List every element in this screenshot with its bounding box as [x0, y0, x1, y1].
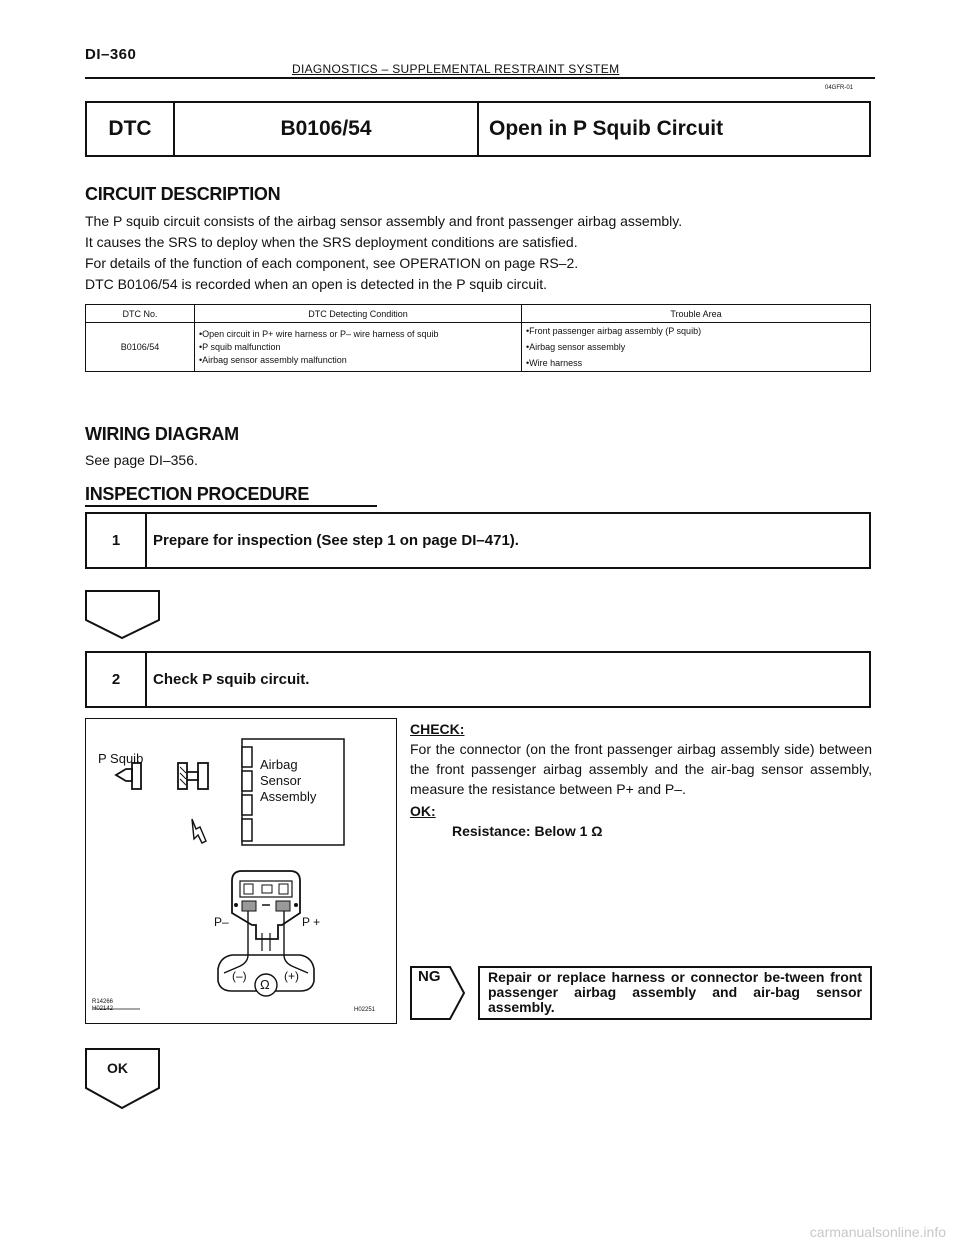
running-head: DIAGNOSTICS – SUPPLEMENTAL RESTRAINT SYSTEM	[292, 62, 620, 76]
page-number: DI–360	[85, 46, 137, 63]
ok-spec: Resistance: Below 1 Ω	[452, 823, 603, 839]
header-rule	[85, 77, 875, 79]
ng-label: NG	[418, 968, 441, 985]
table-header-cell: DTC No.	[86, 305, 195, 323]
step-number: 1	[87, 514, 147, 567]
condition-item: •P squib malfunction	[199, 341, 281, 352]
condition-item: •Open circuit in P+ wire harness or P– wire harness of squib	[199, 328, 439, 339]
table-cell-trouble-area	[522, 323, 871, 372]
circuit-description-body	[85, 211, 875, 295]
circuit-description-heading: CIRCUIT DESCRIPTION	[85, 184, 281, 204]
ohm-icon: Ω	[260, 977, 270, 992]
wiring-diagram-heading: WIRING DIAGRAM	[85, 424, 239, 444]
check-text: For the connector (on the front passenger airbag assembly side) between the front passenger airbag assembly and the air-bag sensor assembly, measure the resistance between P+ and P–.	[410, 741, 872, 797]
sensor-label-line: Assembly	[260, 789, 317, 804]
inspection-heading: INSPECTION PROCEDURE	[85, 484, 310, 504]
connector-illustration	[85, 718, 397, 1024]
dtc-code: B0106/54	[175, 103, 479, 155]
negative-terminal-label: (–)	[232, 969, 247, 983]
circuit-description-line: DTC B0106/54 is recorded when an open is detected in the P squib circuit.	[85, 276, 548, 292]
circuit-description-line: For details of the function of each component, see OPERATION on page RS–2.	[85, 255, 579, 271]
step-number: 2	[87, 653, 147, 706]
step-1-box	[85, 512, 871, 569]
trouble-area-item: •Airbag sensor assembly	[526, 342, 626, 352]
flow-arrow-icon	[85, 590, 161, 640]
circuit-description-line: It causes the SRS to deploy when the SRS deployment conditions are satisfied.	[85, 234, 578, 250]
watermark: carmanualsonline.info	[809, 1224, 946, 1240]
condition-item: •Airbag sensor assembly malfunction	[199, 354, 347, 365]
figure-code-right: H02251	[354, 1007, 376, 1013]
doc-code: 04GFR-01	[825, 85, 854, 91]
dtc-label: DTC	[87, 103, 175, 155]
ok-label: OK:	[410, 803, 436, 819]
figure-code: R14266	[92, 999, 114, 1005]
step-title: Prepare for inspection (See step 1 on page DI–471).	[153, 532, 519, 549]
dtc-title-box	[85, 101, 871, 157]
circuit-description-line: The P squib circuit consists of the airbag sensor assembly and front passenger airbag assembly.	[85, 213, 683, 229]
figure-code: H02142	[92, 1006, 114, 1012]
sensor-label-line: Airbag	[260, 757, 298, 772]
step-title: Check P squib circuit.	[153, 671, 310, 688]
table-cell-dtc-no: B0106/54	[86, 323, 195, 372]
wiring-diagram-text: See page DI–356.	[85, 452, 198, 468]
table-cell-conditions	[195, 323, 522, 372]
figure-code-left	[92, 999, 113, 1013]
ok-flow-label: OK	[107, 1060, 128, 1076]
ok-flow-arrow-icon	[85, 1048, 161, 1110]
table-header-cell: DTC Detecting Condition	[195, 305, 522, 323]
trouble-area-item: •Wire harness	[526, 358, 583, 368]
ng-action-box: Repair or replace harness or connector be-tween front passenger airbag assembly and air-bag sensor assembly.	[478, 966, 872, 1020]
inspection-heading-rule	[85, 505, 377, 507]
check-label: CHECK:	[410, 721, 465, 737]
sensor-label-line: Sensor	[260, 773, 302, 788]
check-block	[410, 719, 872, 841]
p-plus-label: P +	[302, 915, 321, 929]
sensor-label	[260, 757, 316, 805]
step-2-box	[85, 651, 871, 708]
p-minus-label: P–	[214, 915, 229, 929]
trouble-area-item: •Front passenger airbag assembly (P squib)	[526, 326, 702, 336]
positive-terminal-label: (+)	[284, 969, 299, 983]
dtc-description: Open in P Squib Circuit	[489, 117, 724, 140]
dtc-condition-table	[85, 304, 871, 372]
squib-label: P Squib	[98, 751, 144, 766]
table-header-row	[86, 305, 871, 323]
table-row	[86, 323, 871, 372]
table-header-cell: Trouble Area	[522, 305, 871, 323]
